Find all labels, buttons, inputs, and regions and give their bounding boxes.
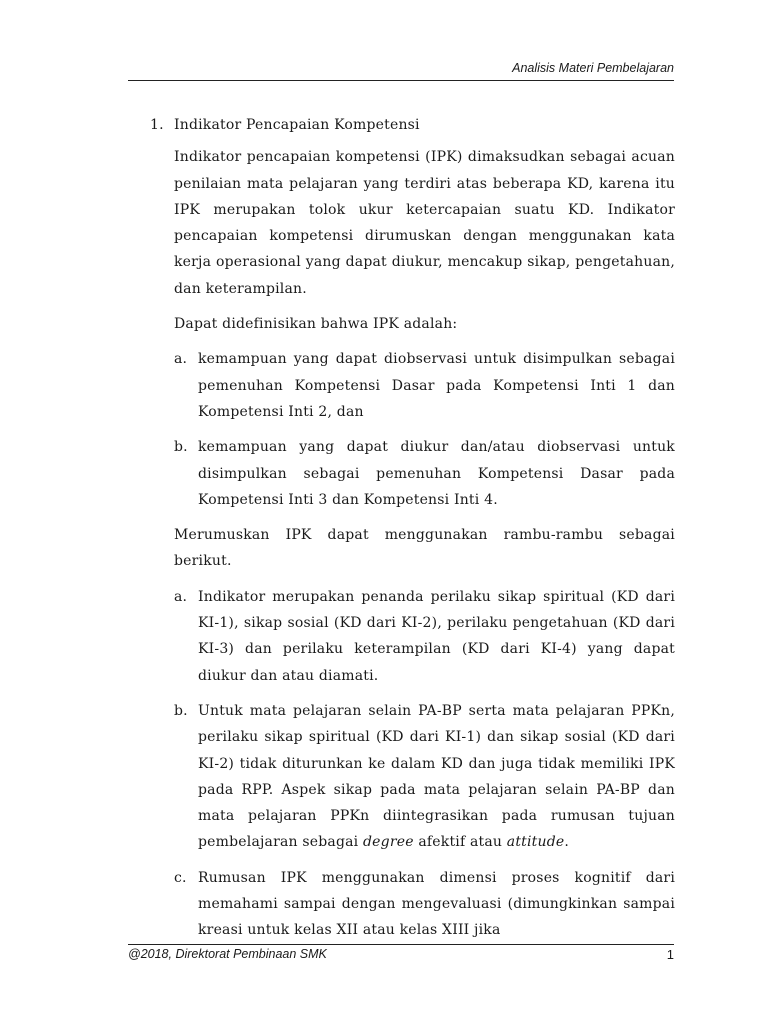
rule-text-mid: afektif atau	[418, 834, 503, 851]
list-text: Rumusan IPK menggunakan dimensi proses kognitif dari memahami sampai dengan mengevaluasi (dimungkinkan sampai kreasi untuk kelas XII atau kelas XIII jika	[198, 869, 675, 939]
rule-text-end: .	[564, 834, 570, 851]
list-text: kemampuan yang dapat diobservasi untuk disimpulkan sebagai pemenuhan Kompetensi Dasar pada Kompetensi Inti 1 dan Kompetensi Inti 2, dan	[198, 351, 675, 420]
list-text: kemampuan yang dapat diukur dan/atau diobservasi untuk disimpulkan sebagai pemenuhan Kompetensi Dasar pada Kompetensi Inti 3 dan Kompetensi Inti 4.	[198, 439, 675, 508]
list-label: a.	[174, 351, 188, 368]
list-text	[198, 698, 675, 856]
footer-divider	[128, 944, 674, 945]
rule-item	[174, 698, 675, 856]
rule-text-main: Untuk mata pelajaran selain PA-BP serta mata pelajaran PPKn, perilaku sikap spiritual (KD dari KI-1) dan sikap sosial (KD dari KI-2) tidak diturunkan ke dalam KD dan juga tidak memiliki IPK pada RPP. Aspek sikap pada mata pelajaran selain PA-BP dan mata pelajaran PPKn diintegrasikan pada rumusan tujuan pembelajaran sebagai	[198, 702, 675, 851]
section-title: Indikator Pencapaian Kompetensi	[174, 117, 420, 133]
page-content	[150, 112, 675, 953]
definition-lead: Dapat didefinisikan bahwa IPK adalah:	[174, 316, 458, 333]
term-attitude: attitude	[506, 834, 565, 851]
header-divider	[128, 80, 674, 81]
rules-lead: Merumuskan IPK dapat menggunakan rambu-rambu sebagai berikut.	[174, 527, 675, 570]
section-heading	[150, 112, 675, 138]
term-degree: degree	[363, 834, 414, 851]
running-header: Analisis Materi Pembelajaran	[512, 61, 674, 75]
list-text: Indikator merupakan penanda perilaku sikap spiritual (KD dari KI-1), sikap sosial (KD dari KI-2), perilaku pengetahuan (KD dari KI-3) dan perilaku keterampilan (KD dari KI-4) yang dapat diukur dan atau diamati.	[198, 588, 675, 684]
section-body	[174, 144, 675, 943]
section-number: 1.	[150, 117, 164, 133]
list-label: c.	[174, 869, 187, 886]
list-label: a.	[174, 588, 188, 605]
page-number: 1	[666, 947, 674, 962]
footer-copyright: @2018, Direktorat Pembinaan SMK	[128, 947, 327, 961]
rule-item	[174, 865, 675, 944]
rule-item	[174, 584, 675, 689]
definition-item	[174, 346, 675, 425]
definition-item	[174, 434, 675, 513]
intro-paragraph: Indikator pencapaian kompetensi (IPK) dimaksudkan sebagai acuan penilaian mata pelajaran yang terdiri atas beberapa KD, karena itu IPK merupakan tolok ukur ketercapaian suatu KD. Indikator pencapaian kompetensi dirumuskan dengan menggunakan kata kerja operasional yang dapat diukur, mencakup sikap, pengetahuan, dan keterampilan.	[174, 149, 675, 297]
list-label: b.	[174, 702, 188, 719]
list-label: b.	[174, 439, 188, 456]
